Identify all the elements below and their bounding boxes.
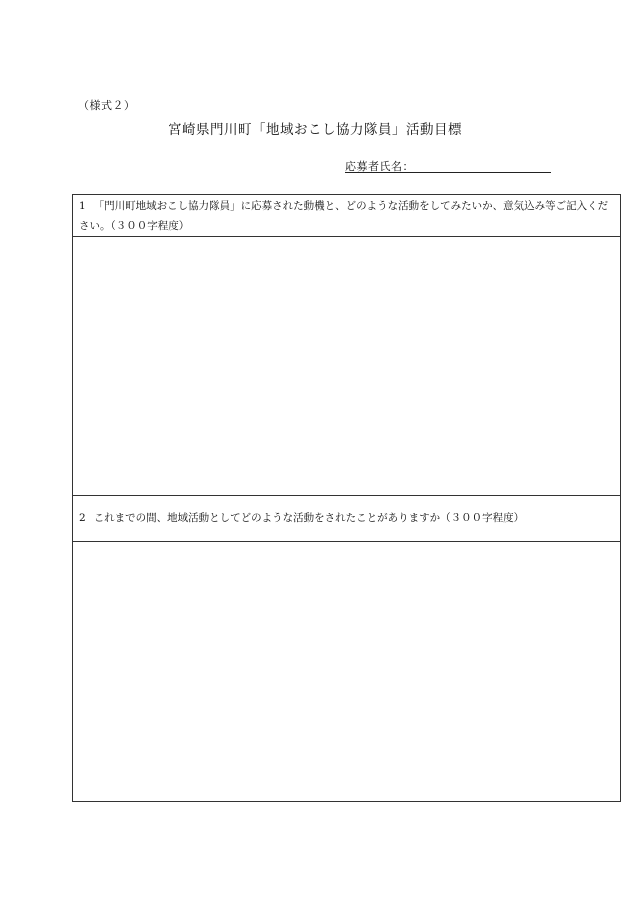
question-2-header xyxy=(73,495,620,542)
goals-form-table xyxy=(72,194,621,802)
applicant-name-field[interactable] xyxy=(415,158,545,172)
question-2-number: 2 xyxy=(79,512,86,524)
document-title: 宮崎県門川町「地域おこし協力隊員」活動目標 xyxy=(168,122,462,138)
question-1-number: 1 xyxy=(79,200,86,212)
question-1-answer-area[interactable] xyxy=(73,237,620,496)
question-1-text: 「門川町地域おこし協力隊員」に応募された動機と、どのような活動をしてみたいか、意気込み等ご記入ください。（３００字程度） xyxy=(79,200,609,232)
applicant-name-row xyxy=(345,158,551,173)
form-number-label: （様式２） xyxy=(78,99,136,112)
question-2-text: これまでの間、地域活動としてどのような活動をされたことがありますか（３００字程度） xyxy=(93,512,525,524)
question-2-answer-area[interactable] xyxy=(73,542,620,801)
question-1-header xyxy=(73,195,620,237)
applicant-name-label: 応募者氏名： xyxy=(345,160,414,173)
